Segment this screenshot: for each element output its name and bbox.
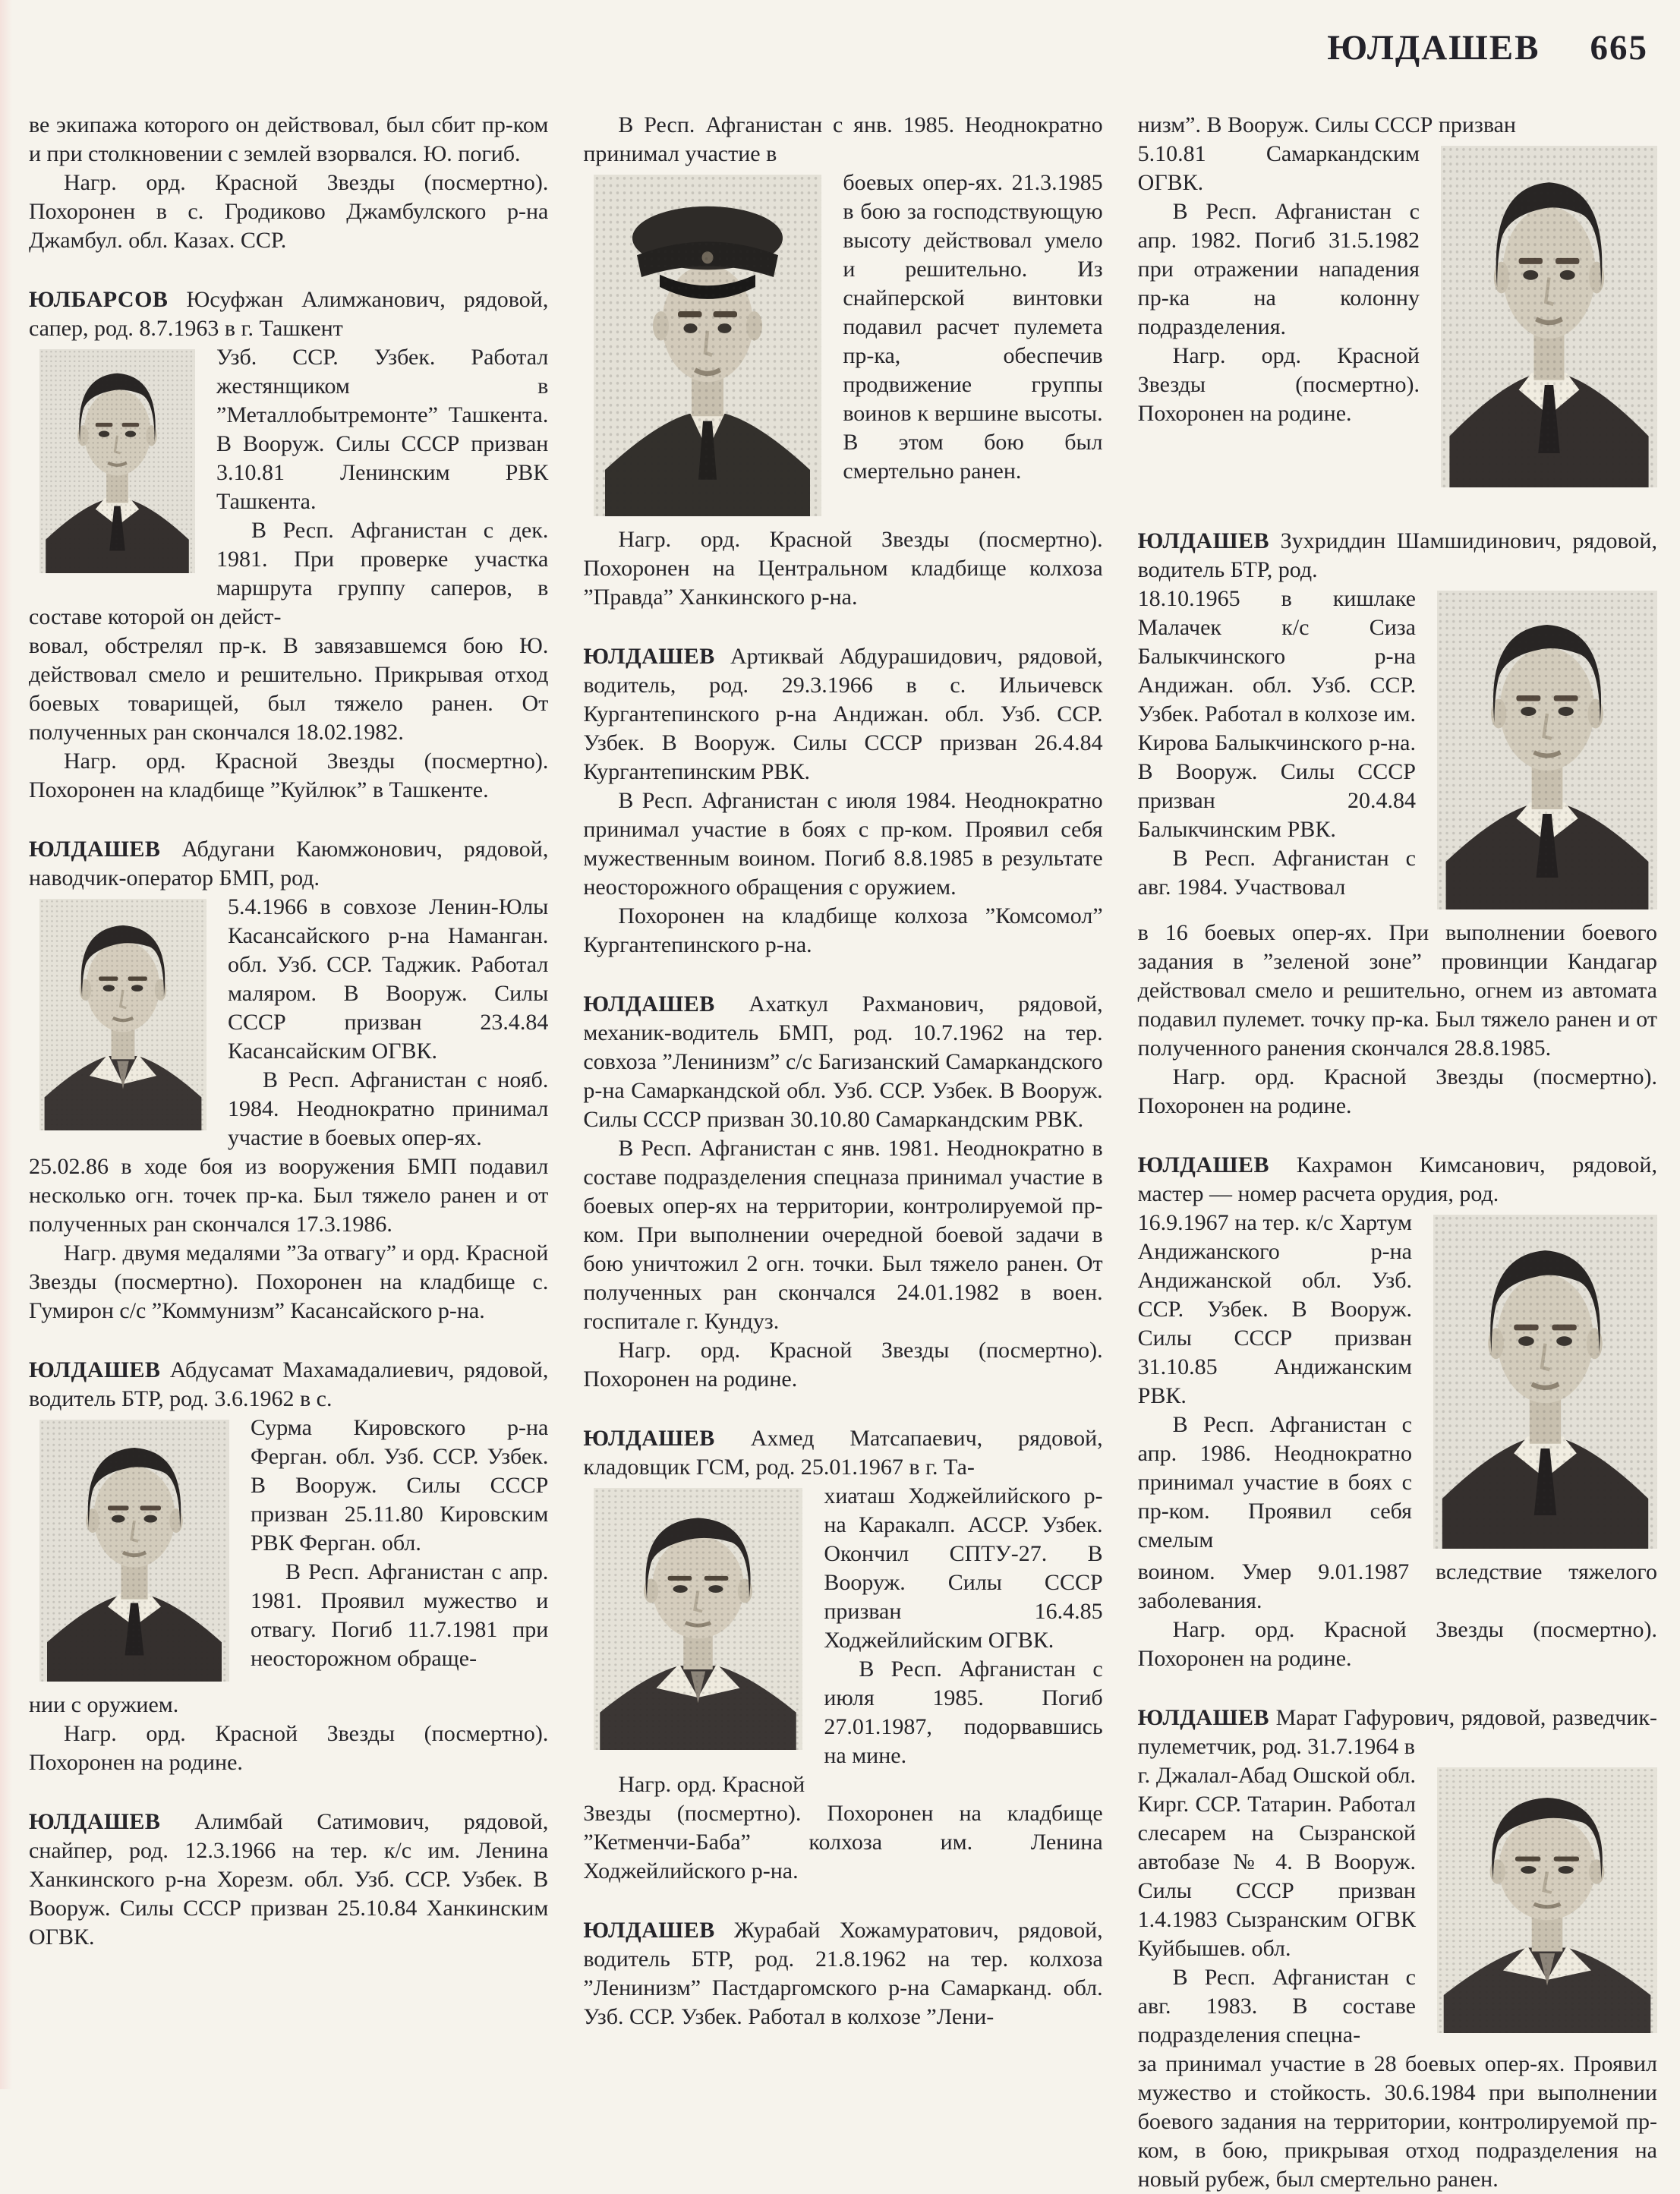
portrait-akhmed xyxy=(594,1488,802,1750)
entry-intro-text: Юсуфжан Алимжанович, рядовой, сапер, род. 8.7.1963 в г. Ташкент xyxy=(29,287,549,341)
entry-surname: ЮЛДАШЕВ xyxy=(29,837,161,862)
entry-paragraph: Нагр. орд. Красной Звезды (посмертно). Похоронен на родине. xyxy=(29,1721,549,1775)
entry-paragraph: нии с оружием. xyxy=(29,1692,179,1717)
entry-zhurabay xyxy=(583,1916,1102,2032)
entry-paragraph: В Респ. Афганистан с июля 1985. Погиб 27.01.1987, подорвавшись на мине. xyxy=(824,1657,1103,1768)
entry-paragraph: в 16 боевых опер-ях. При выполнении боевого задания в ”зеленой зоне” провинции Кандагар действовал смело и решительно, огнем из автомата подавил пулемет. точку пр-ка. Был тяжело ранен и от полученного ранения скончался 28.8.1985. xyxy=(1137,920,1657,1061)
portrait-zukhriddin xyxy=(1437,591,1657,909)
entry-paragraph: 18.10.1965 в кишлаке Малачек к/с Сиза Балыкчинского р-на Андижан. обл. Узб. ССР. Узбек. Работал в колхозе им. Кирова Балыкчинского р-на. В Вооруж. Силы СССР призван 20.4.84 Балыкчинским РВК. xyxy=(1137,586,1416,842)
entry-paragraph: 25.02.86 в ходе боя из вооружения БМП подавил несколько огн. точек пр-ка. Был тяжело ранен и от полученных ран скончался 17.3.1986. xyxy=(29,1154,549,1237)
entry-continuation-previous xyxy=(29,111,548,255)
entry-intro-text: Абдугани Каюмжонович, рядовой, наводчик-оператор БМП, род. xyxy=(29,837,549,891)
entry-paragraph: В Респ. Афганистан с дек. 1981. При проверке участка маршрута группу саперов, в составе которой он дейст- xyxy=(29,518,549,629)
entry-intro-text: Журабай Хожамуратович, рядовой, водитель БТР, род. 21.8.1962 на тер. колхоза ”Ленинизм” Пастдаргомского р-на Самарканд. обл. Узб. ССР. Узбек. Работал в колхозе ”Лени- xyxy=(583,1918,1103,2029)
entry-akhatkul xyxy=(583,990,1102,1394)
entry-surname: ЮЛДАШЕВ xyxy=(1137,528,1270,553)
entry-yulbarsov xyxy=(29,285,548,805)
entry-paragraph: Нагр. орд. Красной Звезды (посмертно). Похоронен на Центральном кладбище колхоза ”Правда” Ханкинского р-на. xyxy=(583,527,1103,610)
text-columns xyxy=(29,111,1657,2194)
entry-paragraph: 5.4.1966 в совхозе Ленин-Юлы Касансайского р-на Наманган. обл. Узб. ССР. Таджик. Работал маляром. В Вооруж. Силы СССР призван 23.4.84 Касансайским ОГВК. xyxy=(228,894,549,1064)
entry-intro-text: Абдусамат Махамадалиевич, рядовой, водитель БТР, род. 3.6.1962 в с. xyxy=(29,1357,549,1411)
entry-paragraph: за принимал участие в 28 боевых опер-ях. Проявил мужество и стойкость. 30.6.1984 при выполнении боевого задания на территории, контролируемой пр-ком, в бою, прикрывая отход подразделения на новый рубеж, был смертельно ранен. xyxy=(1137,2051,1657,2192)
entry-zhurabay-continuation xyxy=(1138,111,1657,496)
entry-surname: ЮЛДАШЕВ xyxy=(583,1918,715,1943)
entry-paragraph: Нагр. орд. Красной Звезды (посмертно). Похоронен на родине. xyxy=(1137,1617,1657,1671)
entry-paragraph xyxy=(1138,1151,1657,1209)
entry-zukhriddin xyxy=(1138,527,1657,1121)
entry-paragraph: Нагр. орд. Красной Звезды (посмертно). Похоронен на кладбище ”Куйлюк” в Ташкенте. xyxy=(29,749,549,802)
entry-paragraph: В Респ. Афганистан с авг. 1983. В составе подразделения спецна- xyxy=(1137,1965,1416,2047)
entry-surname: ЮЛДАШЕВ xyxy=(583,644,715,669)
entry-intro-text: Алимбай Сатимович, рядовой, снайпер, род. 12.3.1966 на тер. к/с им. Ленина Ханкинского р-на Хорезм. обл. Узб. ССР. Узбек. В Вооруж. Силы СССР призван 25.10.84 Ханкинским ОГВК. xyxy=(29,1809,549,1950)
entry-paragraph: В Респ. Афганистан с нояб. 1984. Неоднократно принимал участие в боевых опер-ях. xyxy=(228,1067,549,1150)
entry-paragraph: В Респ. Афганистан с янв. 1981. Неоднократно в составе подразделения спецназа принимал участие в боевых опер-ях на территории, контролируемой пр-ком. При выполнении очередной боевой задачи в бою уничтожил 2 огн. точки. Был тяжело ранен. От полученных ран скончался 24.01.1982 в воен. госпитале г. Кундуз. xyxy=(583,1136,1103,1334)
entry-paragraph: Нагр. орд. Красной Звезды (посмертно). Похоронен на родине. xyxy=(1137,343,1420,426)
entry-abdugani xyxy=(29,835,548,1326)
entry-paragraph xyxy=(583,1916,1102,2032)
entry-paragraph: Нагр. орд. Красной Звезды (посмертно). Похоронен на родине. xyxy=(1137,1064,1657,1118)
entry-intro-text: Зухриддин Шамшидинович, рядовой, водитель БТР, род. xyxy=(1137,528,1657,582)
portrait-alimbay-officer xyxy=(594,175,821,516)
entry-paragraph xyxy=(29,1356,548,1414)
entry-artikvay xyxy=(583,642,1102,960)
entry-paragraph xyxy=(1138,1704,1657,1761)
entry-akhmed xyxy=(583,1424,1102,1886)
entry-paragraph: В Респ. Афганистан с апр. 1981. Проявил мужество и отвагу. Погиб 11.7.1981 при неосторожном обраще- xyxy=(251,1559,549,1671)
entry-paragraph: Нагр. орд. Красной Звезды (посмертно). Похоронен в с. Гродиково Джамбулского р-на Джамбул. обл. Казах. ССР. xyxy=(29,170,549,253)
entry-surname: ЮЛДАШЕВ xyxy=(583,1426,715,1451)
entry-paragraph: низм”. В Вооруж. Силы СССР призван xyxy=(1137,112,1516,137)
portrait-abdusamat xyxy=(39,1420,229,1682)
entry-abdusamat xyxy=(29,1356,548,1777)
page-header xyxy=(29,27,1657,68)
column-middle xyxy=(583,111,1102,2194)
entry-paragraph: В Респ. Афганистан с апр. 1986. Неоднократно принимал участие в боях с пр-ком. Проявил себя смелым xyxy=(1137,1412,1412,1553)
entry-alimbay xyxy=(29,1808,548,1952)
entry-surname: ЮЛДАШЕВ xyxy=(1137,1705,1270,1730)
entry-paragraph: Узб. ССР. Узбек. Работал жестянщиком в ”Металлобытремонте” Ташкента. В Вооруж. Силы СССР призван 3.10.81 Ленинским РВК Ташкента. xyxy=(216,345,549,514)
entry-paragraph: г. Джалал-Абад Ошской обл. Кирг. ССР. Татарин. Работал слесарем на Сызранской автобазе № 4. В Вооруж. Силы СССР призван 1.4.1983 Сызранским ОГВК Куйбышев. обл. xyxy=(1137,1763,1416,1961)
entry-alimbay-continuation xyxy=(583,111,1102,612)
portrait-yulbarsov xyxy=(39,349,195,573)
entry-paragraph: Похоронен на кладбище колхоза ”Комсомол” Кургантепинского р-на. xyxy=(583,903,1103,957)
entry-paragraph xyxy=(583,642,1102,786)
portrait-marat xyxy=(1437,1767,1657,2033)
entry-paragraph: 5.10.81 Самаркандским ОГВК. xyxy=(1137,141,1420,195)
column-right xyxy=(1138,111,1657,2194)
entry-paragraph xyxy=(29,285,548,343)
portrait-abdugani xyxy=(39,899,206,1130)
entry-surname: ЮЛБАРСОВ xyxy=(29,287,169,312)
entry-surname: ЮЛДАШЕВ xyxy=(1137,1152,1270,1177)
entry-paragraph: Нагр. орд. Красной xyxy=(618,1772,805,1797)
entry-intro-text: Артиквай Абдурашидович, рядовой, водитель, род. 29.3.1966 в с. Ильичевск Кургантепинского р-на Андижан. обл. Узб. ССР. Узбек. В Вооруж. Силы СССР призван 26.4.84 Кургантепинским РВК. xyxy=(583,644,1103,784)
entry-paragraph: В Респ. Афганистан с янв. 1985. Неоднократно принимал участие в xyxy=(583,112,1103,166)
column-left xyxy=(29,111,548,2194)
entry-paragraph xyxy=(29,835,548,893)
entry-surname: ЮЛДАШЕВ xyxy=(583,991,715,1017)
entry-marat xyxy=(1138,1704,1657,2194)
entry-intro-text: Ахаткул Рахманович, рядовой, механик-водитель БМП, род. 10.7.1962 на тер. совхоза ”Ленинизм” с/с Багизанский Самаркандского р-на Самаркандской обл. Узб. ССР. Узбек. В Вооруж. Силы СССР призван 30.10.80 Самаркандским РВК. xyxy=(583,991,1103,1132)
entry-paragraph: боевых опер-ях. 21.3.1985 в бою за господствующую высоту действовал умело и решительно. Из снайперской винтовки подавил расчет пулемета пр-ка, обеспечив продвижение группы воинов к вершине высоты. В этом бою был смертельно ранен. xyxy=(843,170,1103,484)
entry-intro-text: Кахрамон Кимсанович, рядовой, мастер — номер расчета орудия, род. xyxy=(1137,1152,1657,1206)
entry-paragraph: хиаташ Ходжейлийского р-на Каракалп. АССР. Узбек. Окончил СПТУ-27. В Вооруж. Силы СССР призван 16.4.85 Ходжейлийским ОГВК. xyxy=(824,1483,1103,1653)
entry-kakhramon xyxy=(1138,1151,1657,1673)
entry-paragraph xyxy=(29,1808,548,1952)
entry-intro-text: Марат Гафурович, рядовой, разведчик-пулеметчик, род. 31.7.1964 в xyxy=(1137,1705,1657,1759)
entry-paragraph: В Респ. Афганистан с июля 1984. Неоднократно принимал участие в боях с пр-ком. Проявил себя мужественным воином. Погиб 8.8.1985 в результате неосторожного обращения с оружием. xyxy=(583,788,1103,900)
entry-paragraph: вовал, обстрелял пр-к. В завязавшемся бою Ю. действовал смело и решительно. Прикрывая отход боевых товарищей, был тяжело ранен. От полученных ран скончался 18.02.1982. xyxy=(29,633,549,745)
entry-paragraph: Нагр. двумя медалями ”За отвагу” и орд. Красной Звезды (посмертно). Похоронен на кладбище с. Гумирон с/с ”Коммунизм” Касансайского р-на. xyxy=(29,1240,549,1323)
entry-paragraph: воином. Умер 9.01.1987 вследствие тяжелого заболевания. xyxy=(1137,1559,1657,1613)
entry-intro-text: Ахмед Матсапаевич, рядовой, кладовщик ГСМ, род. 25.01.1967 в г. Та- xyxy=(583,1426,1103,1480)
entry-paragraph xyxy=(583,1424,1102,1482)
entry-paragraph: Сурма Кировского р-на Ферган. обл. Узб. ССР. Узбек. В Вооруж. Силы СССР призван 25.11.80 Кировским РВК Ферган. обл. xyxy=(251,1415,549,1556)
entry-paragraph: Звезды (посмертно). Похоронен на кладбище ”Кетменчи-Баба” колхоза им. Ленина Ходжейлийского р-на. xyxy=(583,1801,1103,1883)
entry-surname: ЮЛДАШЕВ xyxy=(29,1357,161,1382)
portrait-kakhramon xyxy=(1433,1215,1657,1549)
portrait-zhurabay xyxy=(1441,146,1657,487)
entry-surname: ЮЛДАШЕВ xyxy=(29,1809,161,1834)
entry-paragraph: Нагр. орд. Красной Звезды (посмертно). Похоронен на родине. xyxy=(583,1338,1103,1392)
entry-paragraph: ве экипажа которого он действовал, был сбит пр-ком и при столкновении с землей взорвался. Ю. погиб. xyxy=(29,112,549,166)
header-title: ЮЛДАШЕВ xyxy=(1327,28,1540,68)
entry-paragraph xyxy=(583,990,1102,1134)
page-number: 665 xyxy=(1590,28,1648,68)
entry-paragraph: 16.9.1967 на тер. к/с Хартум Андижанского р-на Андижанской обл. Узб. ССР. Узбек. В Вооруж. Силы СССР призван 31.10.85 Андижанским РВК. xyxy=(1137,1210,1412,1408)
entry-paragraph: В Респ. Афганистан с авг. 1984. Участвовал xyxy=(1137,846,1416,900)
entry-paragraph xyxy=(1138,527,1657,585)
entry-paragraph: В Респ. Афганистан с апр. 1982. Погиб 31.5.1982 при отражении нападения пр-ка на колонну подразделения. xyxy=(1137,199,1420,339)
